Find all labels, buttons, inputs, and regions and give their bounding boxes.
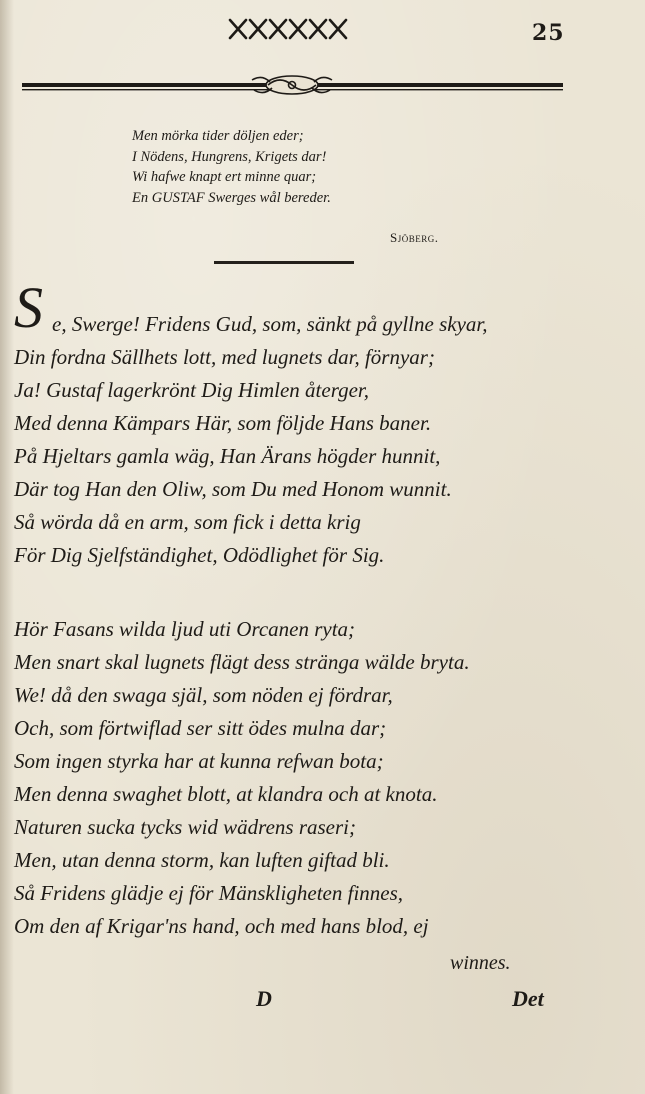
verse-line: Men snart skal lugnets flägt dess stränga wälde bryta. — [14, 650, 470, 674]
stanza-2 — [14, 613, 470, 943]
verse-line: We! då den swaga själ, som nöden ej fördrar, — [14, 683, 393, 707]
turnover-word: winnes. — [450, 952, 511, 974]
verse-line: Din fordna Sällhets lott, med lugnets dar, förnyar; — [14, 345, 435, 369]
verse-line: Så wörda då en arm, som fick i detta krig — [14, 510, 361, 534]
catchword: Det — [512, 986, 544, 1011]
signature-mark: D — [256, 986, 272, 1011]
verse-line: Men denna swaghet blott, at klandra och at knota. — [14, 782, 438, 806]
epigraph-line: Men mörka tider döljen eder; — [132, 128, 304, 144]
verse-line: Naturen sucka tycks wid wädrens raseri; — [14, 815, 356, 839]
verse-line: För Dig Sjelfständighet, Odödlighet för Sig. — [14, 543, 385, 567]
epigraph-line: En GUSTAF Swerges wål bereder. — [132, 189, 331, 206]
verse-line: Men, utan denna storm, kan luften giftad bli. — [14, 848, 390, 872]
verse-line: Där tog Han den Oliw, som Du med Honom wunnit. — [14, 477, 452, 501]
verse-line: Om den af Krigar'ns hand, och med hans blod, ej — [14, 914, 429, 938]
section-divider — [214, 261, 354, 264]
verse-line — [14, 308, 452, 341]
verse-line: Och, som förtwiflad ser sitt ödes mulna dar; — [14, 716, 387, 740]
rule-ornament — [22, 72, 563, 100]
header-ornament — [226, 14, 354, 44]
verse-line: Med denna Kämpars Här, som följde Hans baner. — [14, 411, 432, 435]
epigraph — [132, 126, 472, 208]
verse-line: Så Fridens glädje ej för Mänskligheten finnes, — [14, 881, 404, 905]
gutter-shadow — [0, 0, 14, 1094]
verse-line: Hör Fasans wilda ljud uti Orcanen ryta; — [14, 617, 356, 641]
verse-line: På Hjeltars gamla wäg, Han Ärans högder hunnit, — [14, 444, 441, 468]
stanza-1 — [14, 308, 452, 572]
page-number: 25 — [532, 20, 565, 46]
verse-line: Ja! Gustaf lagerkrönt Dig Himlen återger, — [14, 378, 370, 402]
epigraph-line: Wi hafwe knapt ert minne quar; — [132, 169, 317, 185]
poem-first-line: e, Swerge! Fridens Gud, som, sänkt på gyllne skyar, — [52, 312, 488, 336]
drop-cap: S — [14, 275, 43, 340]
epigraph-line: I Nödens, Hungrens, Krigets dar! — [132, 148, 327, 165]
verse-line: Som ingen styrka har at kunna refwan bota; — [14, 749, 384, 773]
epigraph-author: Sjöberg. — [390, 230, 439, 245]
